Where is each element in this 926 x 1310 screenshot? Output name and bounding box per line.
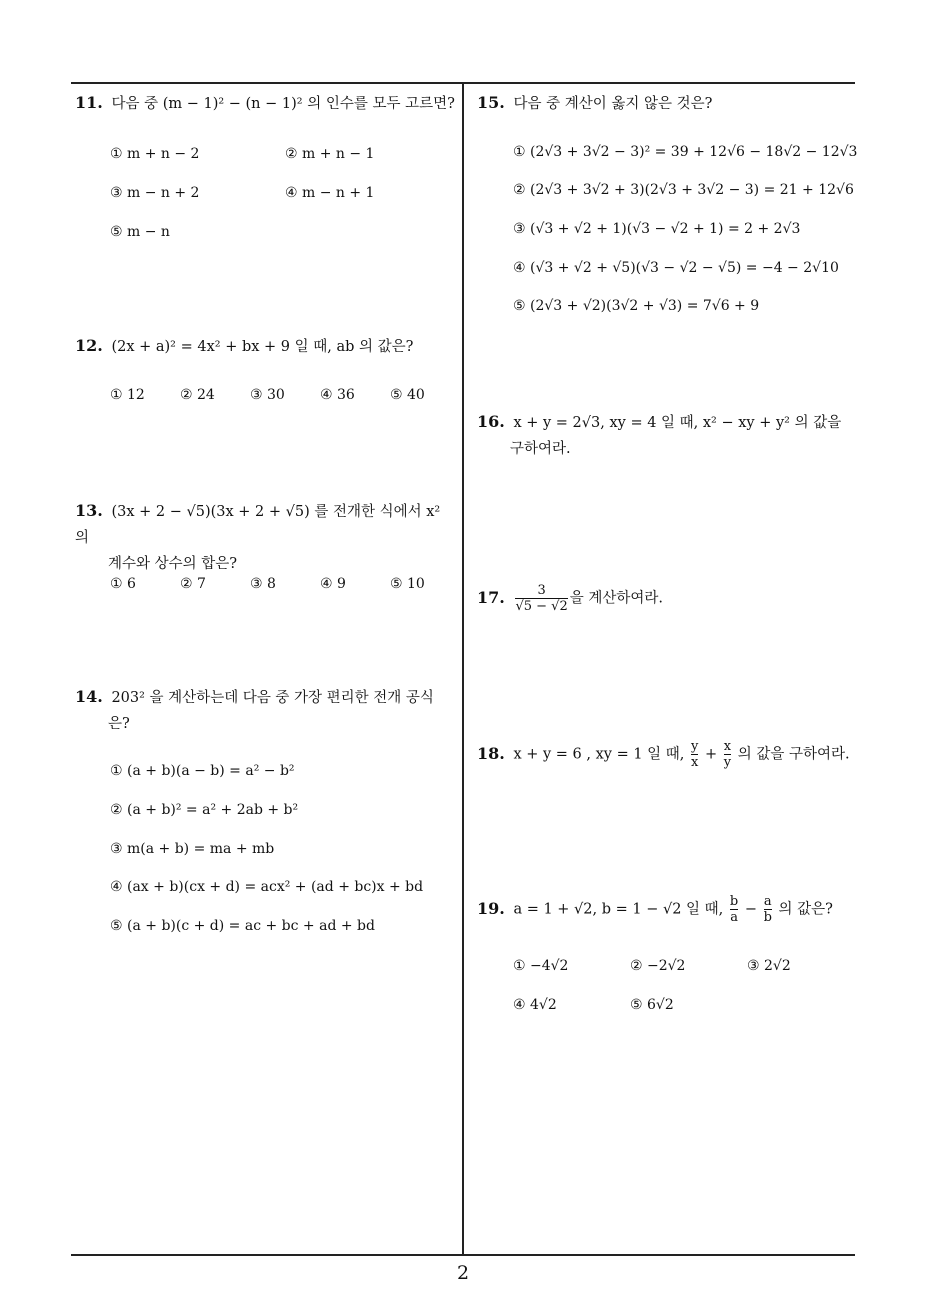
option-3[interactable]: ③ m − n + 2 xyxy=(110,185,200,201)
option-1[interactable]: ① 12 xyxy=(110,387,145,403)
option-5[interactable]: ⑤ (a + b)(c + d) = ac + bc + ad + bd xyxy=(110,918,375,934)
option-2[interactable]: ② (a + b)² = a² + 2ab + b² xyxy=(110,802,299,818)
fraction-numerator: a xyxy=(763,894,772,909)
question-17 xyxy=(477,583,663,614)
question-text: 을 계산하여라. xyxy=(569,590,663,607)
question-text: 다음 중 계산이 옳지 않은 것은? xyxy=(513,96,713,112)
option-2[interactable]: ② −2√2 xyxy=(630,958,686,974)
question-19 xyxy=(477,894,833,925)
option-4[interactable]: ④ 36 xyxy=(320,387,355,403)
question-number: 18. xyxy=(477,743,505,763)
option-1[interactable]: ① 6 xyxy=(110,576,136,592)
option-1[interactable]: ① −4√2 xyxy=(513,958,569,974)
option-1[interactable]: ① m + n − 2 xyxy=(110,146,200,162)
bottom-rule xyxy=(71,1254,855,1256)
fraction-denominator: √5 − √2 xyxy=(515,599,568,614)
option-4[interactable]: ④ 4√2 xyxy=(513,997,557,1013)
option-5[interactable]: ⑤ m − n xyxy=(110,224,170,240)
fraction-numerator: b xyxy=(729,894,739,909)
question-16 xyxy=(477,409,862,462)
fraction xyxy=(515,583,567,614)
question-14 xyxy=(75,684,455,737)
question-number: 12. xyxy=(75,336,103,355)
question-number: 15. xyxy=(477,93,505,112)
option-5[interactable]: ⑤ 10 xyxy=(390,576,425,592)
fraction-y-over-x xyxy=(691,739,698,770)
option-3[interactable]: ③ 2√2 xyxy=(747,958,791,974)
question-text: (3x + 2 − √5)(3x + 2 + √5) 를 전개한 식에서 x² 의 xyxy=(75,504,441,546)
question-15 xyxy=(477,90,712,117)
fraction-denominator: y xyxy=(723,755,732,770)
question-text-continued: 구하여라. xyxy=(510,441,571,457)
question-text: (2x + a)² = 4x² + bx + 9 일 때, ab 의 값은? xyxy=(111,339,414,355)
option-3[interactable]: ③ m(a + b) = ma + mb xyxy=(110,841,275,857)
plus-sign: + xyxy=(705,746,718,763)
option-4[interactable]: ④ (ax + b)(cx + d) = acx² + (ad + bc)x + bd xyxy=(110,879,424,895)
option-4[interactable]: ④ m − n + 1 xyxy=(285,185,375,201)
fraction-numerator: y xyxy=(691,739,699,754)
fraction-denominator: x xyxy=(691,755,699,770)
question-text-continued: 은? xyxy=(108,716,130,732)
question-number: 13. xyxy=(75,501,103,520)
option-3[interactable]: ③ 8 xyxy=(250,576,276,592)
question-13 xyxy=(75,498,455,577)
fraction-b-over-a xyxy=(730,894,738,925)
option-1[interactable]: ① (2√3 + 3√2 − 3)² = 39 + 12√6 − 18√2 − 12√3 xyxy=(513,144,858,160)
option-2[interactable]: ② 7 xyxy=(180,576,206,592)
option-2[interactable]: ② 24 xyxy=(180,387,215,403)
question-12 xyxy=(75,333,413,360)
option-5[interactable]: ⑤ 40 xyxy=(390,387,425,403)
question-number: 17. xyxy=(477,587,505,607)
option-4[interactable]: ④ 9 xyxy=(320,576,346,592)
fraction-numerator: x xyxy=(723,739,732,754)
question-text: 203² 을 계산하는데 다음 중 가장 편리한 전개 공식 xyxy=(111,690,434,706)
question-text-end: 의 값은? xyxy=(778,901,833,918)
question-number: 16. xyxy=(477,412,505,431)
fraction-denominator: a xyxy=(730,910,738,925)
page-number: 2 xyxy=(456,1262,470,1284)
option-2[interactable]: ② (2√3 + 3√2 + 3)(2√3 + 3√2 − 3) = 21 + 12√6 xyxy=(513,182,854,198)
option-2[interactable]: ② m + n − 1 xyxy=(285,146,375,162)
fraction-x-over-y xyxy=(724,739,731,770)
fraction-a-over-b xyxy=(764,894,772,925)
fraction-numerator: 3 xyxy=(537,583,546,598)
fraction-denominator: b xyxy=(763,910,772,925)
question-11 xyxy=(75,90,455,117)
question-text-continued: 계수와 상수의 합은? xyxy=(108,556,238,572)
option-1[interactable]: ① (a + b)(a − b) = a² − b² xyxy=(110,763,295,779)
question-number: 11. xyxy=(75,93,103,112)
option-3[interactable]: ③ (√3 + √2 + 1)(√3 − √2 + 1) = 2 + 2√3 xyxy=(513,221,801,237)
minus-sign: − xyxy=(744,901,757,918)
question-text: 다음 중 (m − 1)² − (n − 1)² 의 인수를 모두 고르면? xyxy=(111,96,455,112)
question-text: x + y = 6 , xy = 1 일 때, xyxy=(513,746,685,763)
question-text: a = 1 + √2, b = 1 − √2 일 때, xyxy=(513,901,724,918)
question-number: 14. xyxy=(75,687,103,706)
option-3[interactable]: ③ 30 xyxy=(250,387,285,403)
question-text-end: 의 값을 구하여라. xyxy=(737,746,850,763)
option-4[interactable]: ④ (√3 + √2 + √5)(√3 − √2 − √5) = −4 − 2√10 xyxy=(513,260,839,276)
option-5[interactable]: ⑤ (2√3 + √2)(3√2 + √3) = 7√6 + 9 xyxy=(513,298,760,314)
question-18 xyxy=(477,739,850,770)
question-text: x + y = 2√3, xy = 4 일 때, x² − xy + y² 의 값을 xyxy=(513,415,842,431)
option-5[interactable]: ⑤ 6√2 xyxy=(630,997,674,1013)
question-number: 19. xyxy=(477,898,505,918)
column-divider xyxy=(462,83,464,1255)
